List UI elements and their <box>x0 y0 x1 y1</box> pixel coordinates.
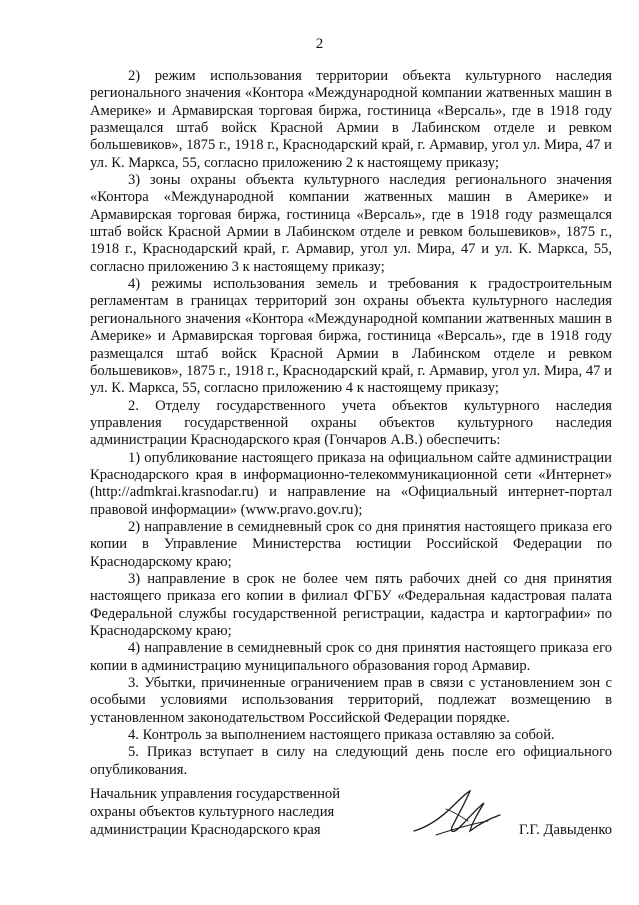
handwritten-signature-icon <box>408 787 504 843</box>
paragraph-regime-territory: 2) режим использования территории объекта культурного наследия регионального значения «Контора «Международной компании жатвенных машин в Америке» и Армавирская торговая биржа, гостиница «Версаль», где в 1918 году размещался штаб войск Красной Армии в Лабинском отделе и ревком большевиков», 1875 г., 1918 г., Краснодарский край, г. Армавир, угол ул. Мира, 47 и ул. К. Маркса, 55, согласно приложению 2 к настоящему приказу; <box>90 68 612 171</box>
paragraph-armavir-copy: 4) направление в семидневный срок со дня принятия настоящего приказа его копии в администрацию муниципального образования город Армавир. <box>90 640 612 674</box>
paragraph-cadastre-copy: 3) направление в срок не более чем пять рабочих дней со дня принятия настоящего приказа его копии в филиал ФГБУ «Федеральная кадастровая палата Федеральной службы государственной регистрации, кадастра и картографии» по Краснодарскому краю; <box>90 570 612 639</box>
page-number: 2 <box>315 36 324 52</box>
signatory-position <box>90 785 390 839</box>
paragraph-protection-zones: 3) зоны охраны объекта культурного наследия регионального значения «Контора «Международной компании жатвенных машин в Америке» и Армавирская торговая биржа, гостиница «Версаль», где в 1918 году размещался штаб войск Красной Армии в Лабинском отделе и ревком большевиков», 1875 г., 1918 г., Краснодарский край, г. Армавир, угол ул. Мира, 47 и ул. К. Маркса, 55, согласно приложению 3 к настоящему приказу; <box>90 172 612 275</box>
signatory-position-line: охраны объектов культурного наследия <box>90 804 335 820</box>
paragraph-publication: 1) опубликование настоящего приказа на официальном сайте администрации Краснодарского края в информационно-телекоммуникационной сети «Интернет» (http://admkrai.krasnodar.ru) и направление на «Официальный интернет-портал правовой информации» (www.pravo.gov.ru); <box>90 449 612 518</box>
paragraph-losses: 3. Убытки, причиненные ограничением прав в связи с установлением зон с особыми условиями использования территорий, подлежат возмещению в установленном законодательством Российской Федерации порядке. <box>90 675 612 726</box>
signatory-position-line: администрации Краснодарского края <box>90 822 321 838</box>
paragraph-land-use-regimes: 4) режимы использования земель и требования к градостроительным регламентам в границах территорий зон охраны объекта культурного наследия регионального значения «Контора «Международной компании жатвенных машин в Америке» и Армавирская торговая биржа, гостиница «Версаль», где в 1918 году размещался штаб войск Красной Армии в Лабинском отделе и ревком большевиков», 1875 г., 1918 г., Краснодарский край, г. Армавир, угол ул. Мира, 47 и ул. К. Маркса, 55, согласно приложению 4 к настоящему приказу; <box>90 276 612 397</box>
paragraph-justice-copy: 2) направление в семидневный срок со дня принятия настоящего приказа его копии в Управление Министерства юстиции Российской Федерации по Краснодарскому краю; <box>90 518 612 570</box>
signatory-position-line: Начальник управления государственной <box>90 786 341 802</box>
signatory-name: Г.Г. Давыденко <box>518 822 612 838</box>
paragraph-effective-date: 5. Приказ вступает в силу на следующий день после его официального опубликования. <box>90 744 612 778</box>
signature-block <box>90 785 612 845</box>
paragraph-control: 4. Контроль за выполнением настоящего приказа оставляю за собой. <box>128 727 555 744</box>
document-body <box>90 68 612 779</box>
paragraph-department-duties: 2. Отделу государственного учета объектов культурного наследия управления государственной охраны объектов культурного наследия администрации Краснодарского края (Гончаров А.В.) обеспечить: <box>90 397 612 449</box>
